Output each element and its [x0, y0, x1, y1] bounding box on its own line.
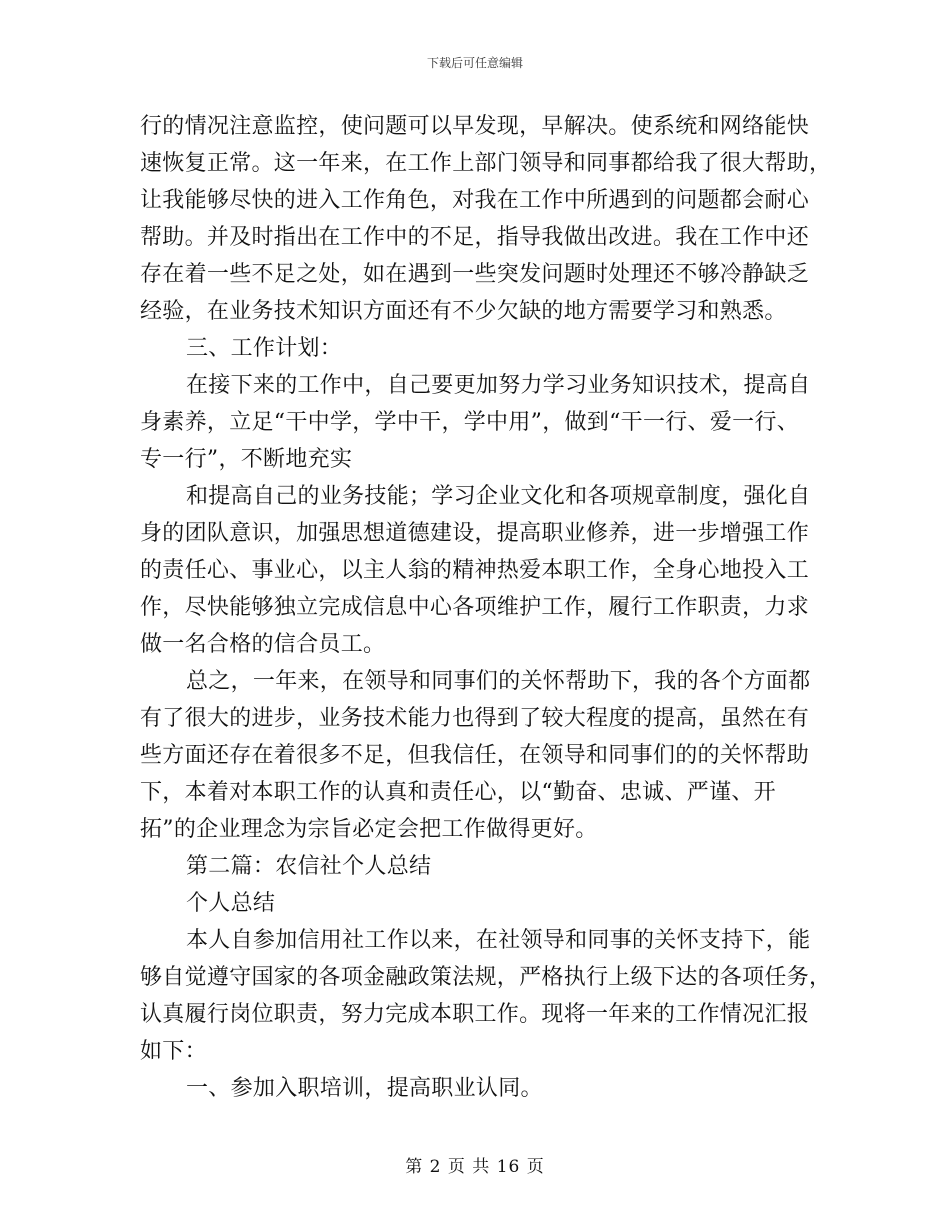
text-line: 下，本着对本职工作的认真和责任心，以“勤奋、忠诚、严谨、开 — [140, 780, 776, 805]
text-line: 行的情况注意监控，使问题可以早发现，早解决。使系统和网络能快 — [140, 114, 810, 139]
text-line: 本人自参加信用社工作以来，在社领导和同事的关怀支持下，能 — [186, 928, 811, 953]
page-number: 第 2 页 共 16 页 — [405, 1157, 545, 1177]
text-line: 身的团队意识，加强思想道德建设，提高职业修养，进一步增强工作 — [140, 521, 810, 546]
text-line: 经验，在业务技术知识方面还有不少欠缺的地方需要学习和熟悉。 — [140, 299, 787, 324]
text-line: 些方面还存在着很多不足，但我信任，在领导和同事们的的关怀帮助 — [140, 743, 810, 768]
text-line: 让我能够尽快的进入工作角色，对我在工作中所遇到的问题都会耐心 — [140, 188, 810, 213]
text-line: 和提高自己的业务技能；学习企业文化和各项规章制度，强化自 — [186, 484, 811, 509]
page-header: 下载后可任意编辑 — [426, 56, 523, 70]
text-line: 在接下来的工作中，自己要更加努力学习业务知识技术，提高自 — [186, 373, 811, 398]
text-line: 够自觉遵守国家的各项金融政策法规，严格执行上级下达的各项任务， — [140, 965, 832, 990]
text-line: 身素养，立足“干中学，学中干，学中用”，做到“干一行、爱一行、 — [140, 410, 800, 435]
text-line: 速恢复正常。这一年来，在工作上部门领导和同事都给我了很大帮助， — [140, 151, 832, 176]
text-line: 如下： — [140, 1039, 207, 1064]
section-heading: 一、参加入职培训，提高职业认同。 — [186, 1076, 543, 1101]
chapter-heading: 第二篇：农信社个人总结 — [186, 854, 432, 879]
section-heading: 个人总结 — [186, 891, 276, 916]
text-line: 作，尽快能够独立完成信息中心各项维护工作，履行工作职责，力求 — [140, 595, 810, 620]
text-line: 拓”的企业理念为宗旨必定会把工作做得更好。 — [140, 817, 598, 842]
text-line: 认真履行岗位职责，努力完成本职工作。现将一年来的工作情况汇报 — [140, 1002, 810, 1027]
text-line: 存在着一些不足之处，如在遇到一些突发问题时处理还不够冷静缺乏 — [140, 262, 810, 287]
text-line: 有了很大的进步，业务技术能力也得到了较大程度的提高，虽然在有 — [140, 706, 810, 731]
document-body — [140, 108, 832, 1107]
text-line: 的责任心、事业心，以主人翁的精神热爱本职工作，全身心地投入工 — [140, 558, 810, 583]
text-line: 帮助。并及时指出在工作中的不足，指导我做出改进。我在工作中还 — [140, 225, 810, 250]
section-heading: 三、工作计划： — [186, 336, 343, 361]
text-line: 总之，一年来，在领导和同事们的关怀帮助下，我的各个方面都 — [186, 669, 811, 694]
text-line: 专一行”，不断地充实 — [140, 447, 353, 472]
text-line: 做一名合格的信合员工。 — [140, 632, 386, 657]
